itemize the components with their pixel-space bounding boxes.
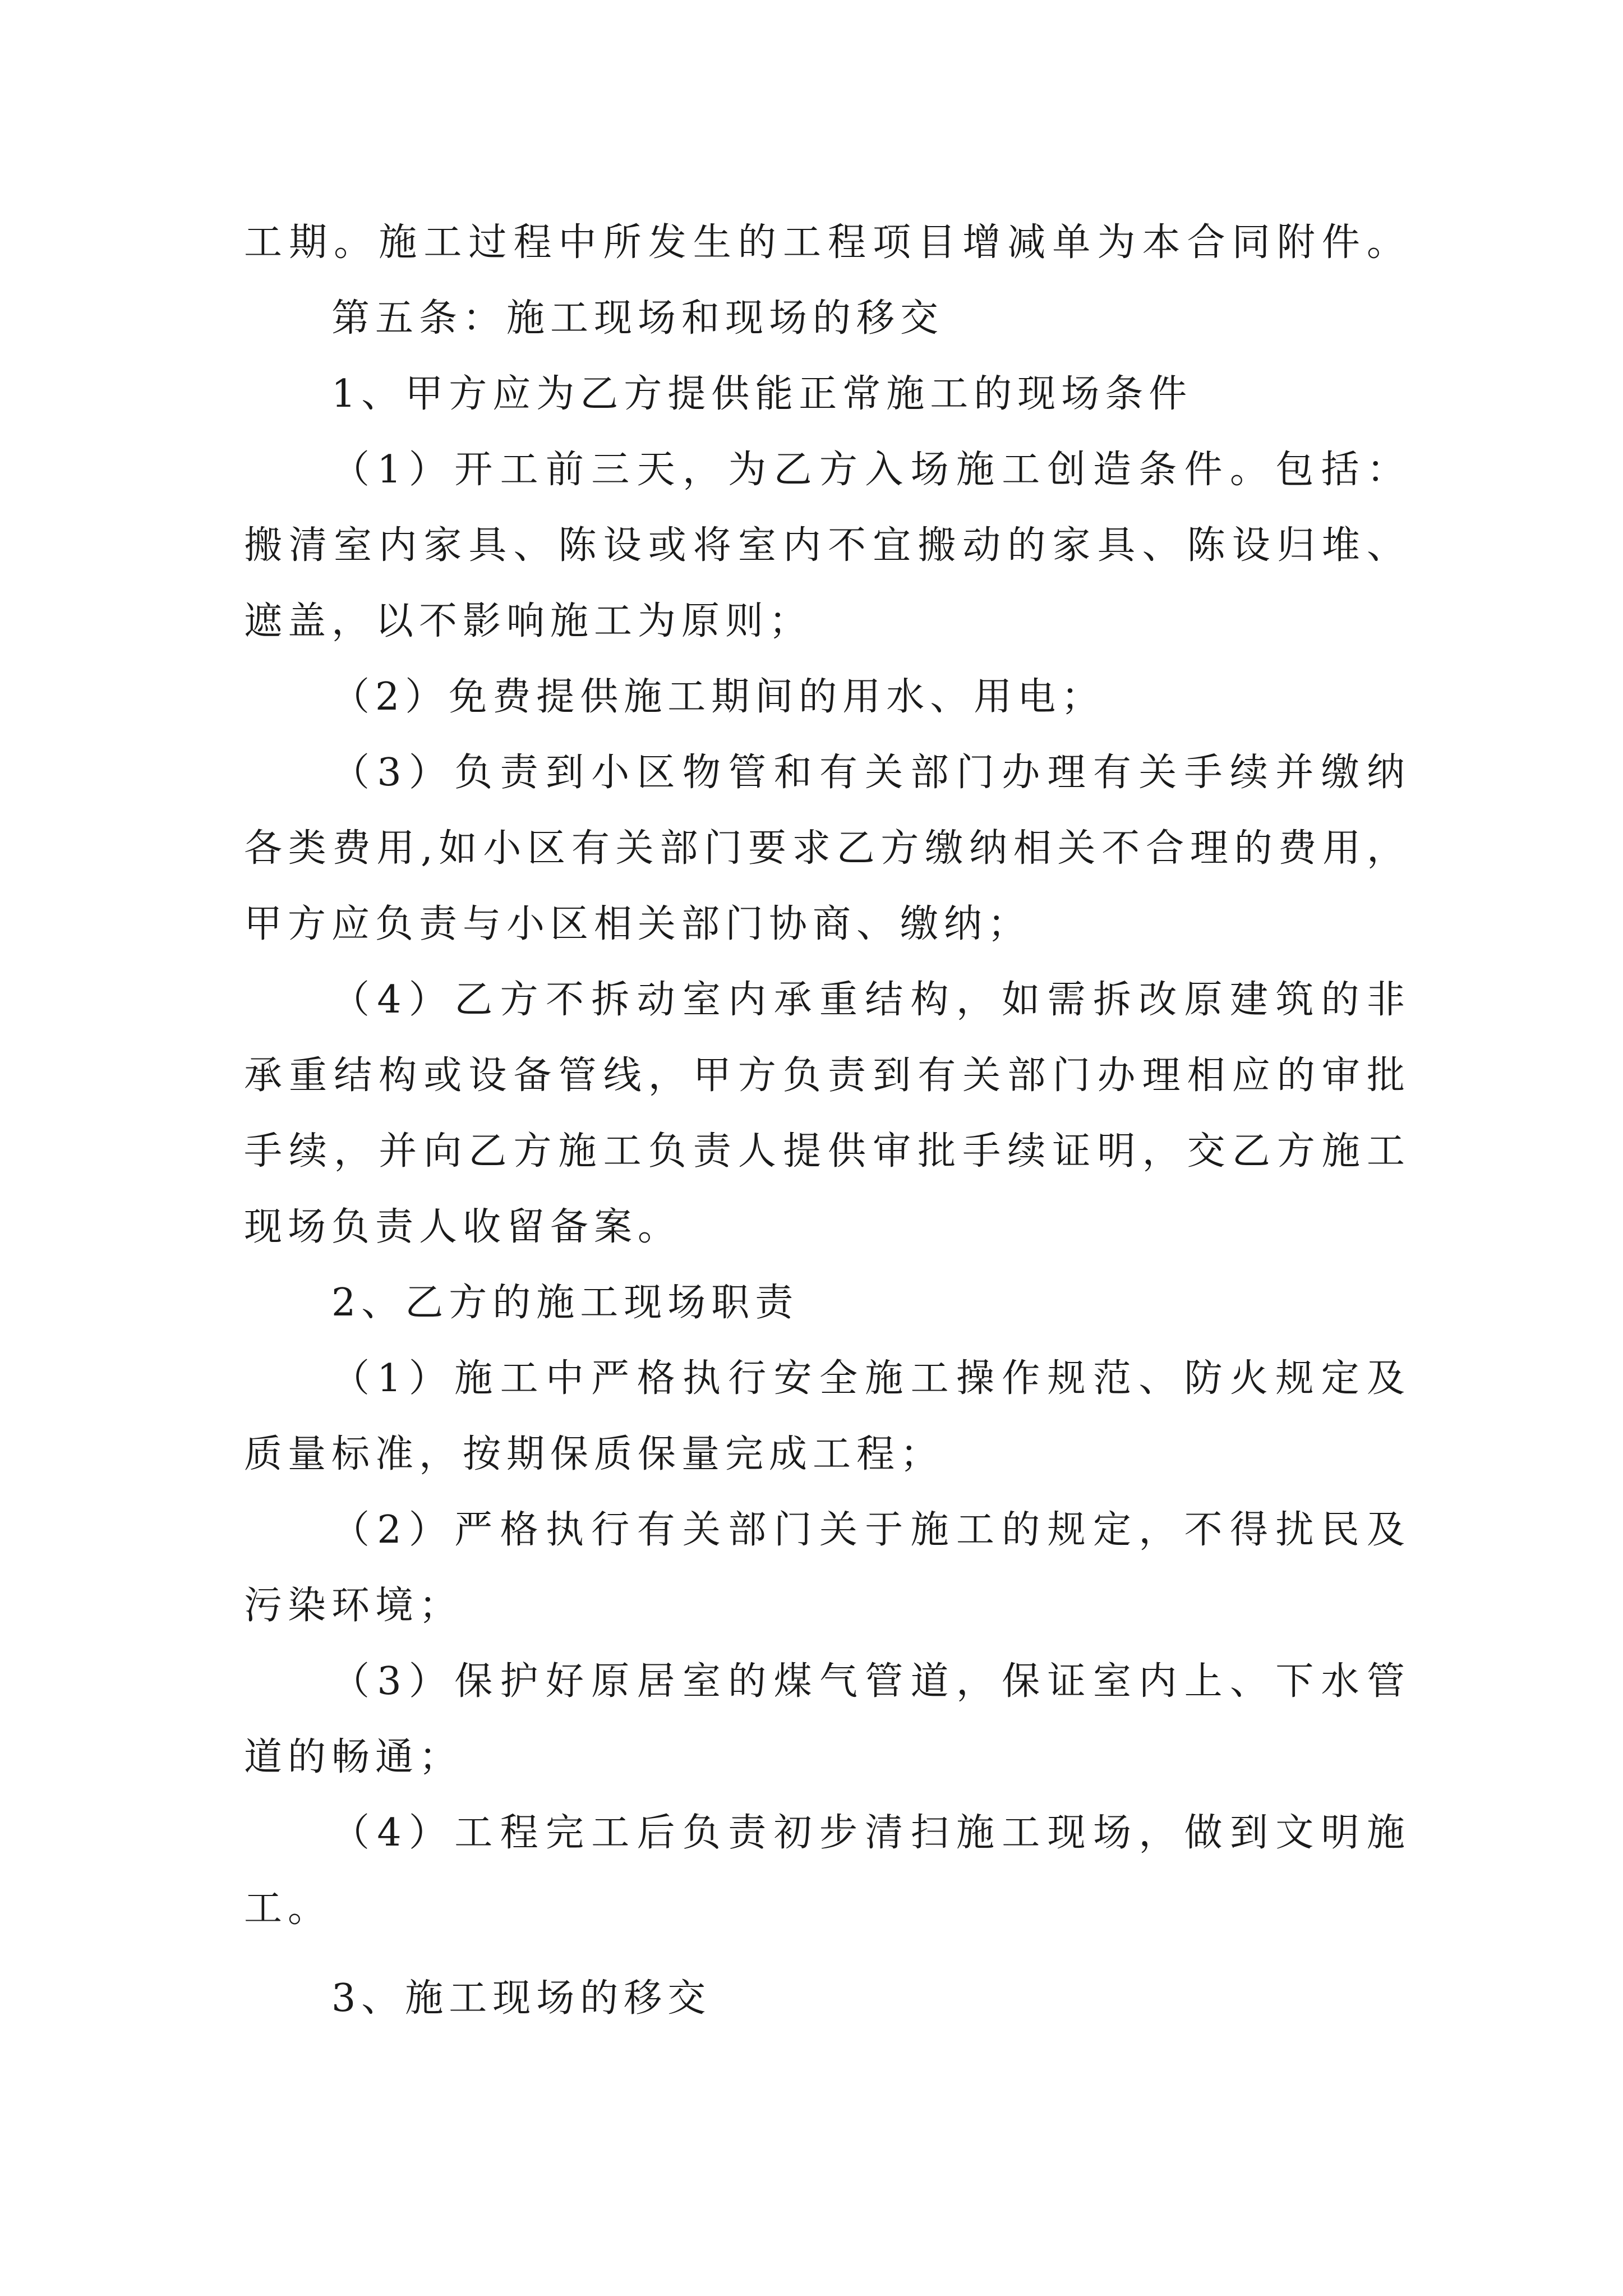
section-2-title: 2、乙方的施工现场职责	[331, 1281, 799, 1325]
section-1-item-1: （1）开工前三天，为乙方入场施工创造条件。包括：搬清室内家具、陈设或将室内不宜搬动的家具、陈设归堆、遮盖，以不影响施工为原则；	[244, 448, 1410, 643]
section-3-title: 3、施工现场的移交	[331, 1976, 712, 2021]
section-1-item-4: （4）乙方不拆动室内承重结构，如需拆改原建筑的非承重结构或设备管线，甲方负责到有关部门办理相应的审批手续，并向乙方施工负责人提供审批手续证明，交乙方施工现场负责人收留备案。	[244, 978, 1410, 1249]
contract-text	[244, 205, 1410, 2036]
section-2-item-3: （3）保护好原居室的煤气管道，保证室内上、下水管道的畅通；	[244, 1659, 1410, 1779]
paragraph-project-changes: 工期。施工过程中所发生的工程项目增减单为本合同附件。	[244, 220, 1410, 265]
section-2-item-4: （4）工程完工后负责初步清扫施工现场，做到文明施工。	[244, 1811, 1410, 1931]
section-1-item-3: （3）负责到小区物管和有关部门办理有关手续并缴纳各类费用,如小区有关部门要求乙方缴纳相关不合理的费用，甲方应负责与小区相关部门协商、缴纳；	[244, 751, 1410, 946]
heading-article-five: 第五条：施工现场和现场的移交	[331, 296, 944, 341]
section-2-item-2: （2）严格执行有关部门关于施工的规定，不得扰民及污染环境；	[244, 1508, 1410, 1628]
section-1-title: 1、甲方应为乙方提供能正常施工的现场条件	[331, 372, 1193, 416]
section-1-item-2: （2）免费提供施工期间的用水、用电；	[331, 675, 1105, 719]
section-2-item-1: （1）施工中严格执行安全施工操作规范、防火规定及质量标准，按期保质保量完成工程；	[244, 1356, 1410, 1476]
